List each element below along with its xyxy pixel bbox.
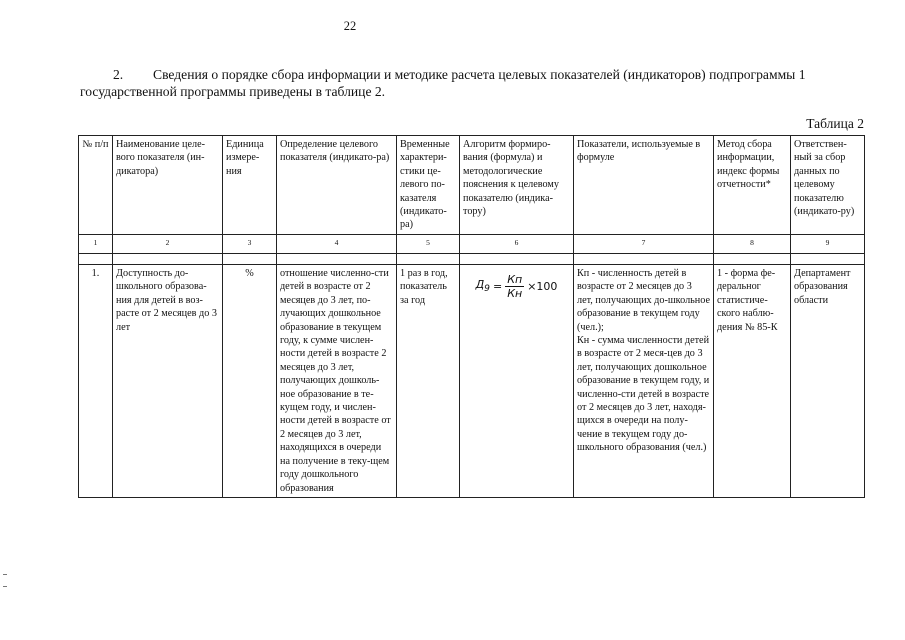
intro-number: 2. (113, 67, 124, 82)
formula-equals: = (492, 280, 503, 294)
column-number: 7 (574, 235, 714, 254)
header-cell-method: Метод сбора информации, индекс формы отчетности* (714, 136, 791, 235)
indicators-table (78, 135, 865, 498)
column-number: 8 (714, 235, 791, 254)
column-number: 1 (79, 235, 113, 254)
column-number: 5 (397, 235, 460, 254)
header-cell-responsible: Ответствен-ный за сбор данных по целевому показателю (индикато-ру) (791, 136, 865, 235)
formula (463, 273, 570, 301)
column-number: 9 (791, 235, 865, 254)
column-number-row (79, 235, 865, 254)
header-row (79, 136, 865, 235)
table-caption: Таблица 2 (806, 116, 864, 131)
header-cell-unit: Единица измере-ния (223, 136, 277, 235)
formula-multiplier: ×100 (527, 280, 558, 294)
method-text: 1 - форма фе-деральног статистиче-ского наблю-дения № 85-К (714, 265, 791, 498)
scan-mark (3, 586, 7, 587)
responsible-text: Департамент образования области (791, 265, 865, 498)
time-characteristic: 1 раз в год, показатель за год (397, 265, 460, 498)
indicators-text: Кп - численность детей в возрасте от 2 месяцев до 3 лет, получающих до-школьное образование в текущем году (чел.); Кн - сумма численности детей в возрасте от 2 меся-цев до 3 лет, получающих дошкольное образование в текущем году, и численно-сти детей в возрасте от 2 месяцев до 3 лет, находя-щихся в очереди на полу-чение в текущем году до-школьного образования (чел.) (574, 265, 714, 498)
intro-text: Сведения о порядке сбора информации и методике расчета целевых показателей (индикаторов) подпрограммы 1 государственной программы приведены в таблице 2. (80, 67, 806, 99)
formula-fraction (505, 273, 524, 301)
column-number: 4 (277, 235, 397, 254)
header-cell-indicators: Показатели, используемые в формуле (574, 136, 714, 235)
definition-text: отношение численно-сти детей в возрасте от 2 месяцев до 3 лет, по-лучающих дошкольное образование в текущем году, к сумме числен-ности детей в возрасте 2 месяцев до 3 лет, получающих дошколь-ное образование в те-кущем году, и числен-ности детей в возрасте от 2 месяцев до 3 лет, находящихся в очереди на получение в теку-щем году дошкольного образования (277, 265, 397, 498)
spacer-row (79, 254, 865, 265)
table-row (79, 265, 865, 498)
header-cell-definition: Определение целевого показателя (индикато-ра) (277, 136, 397, 235)
intro-paragraph (80, 66, 870, 100)
indicator-name: Доступность до-школьного образова-ния для детей в воз-расте от 2 месяцев до 3 лет (113, 265, 223, 498)
unit-value: % (223, 265, 277, 498)
column-number: 2 (113, 235, 223, 254)
formula-subscript: 9 (484, 283, 490, 295)
scan-mark (3, 574, 7, 575)
formula-cell (460, 265, 574, 498)
page-number: 22 (343, 19, 357, 33)
formula-denominator: Кн (507, 287, 523, 301)
formula-lhs: $Д_9$ (475, 278, 490, 295)
column-number: 6 (460, 235, 574, 254)
header-cell-time: Временные характери-стики це-левого по-казателя (индикато-ра) (397, 136, 460, 235)
header-cell-number: № п/п (79, 136, 113, 235)
header-cell-formula: Алгоритм формиро-вания (формула) и методологические пояснения к целевому показателю (индика-тору) (460, 136, 574, 235)
formula-numerator: Кп (507, 273, 523, 286)
header-cell-name: Наименование целе-вого показателя (ин-дикатора) (113, 136, 223, 235)
row-number: 1. (79, 265, 113, 498)
column-number: 3 (223, 235, 277, 254)
